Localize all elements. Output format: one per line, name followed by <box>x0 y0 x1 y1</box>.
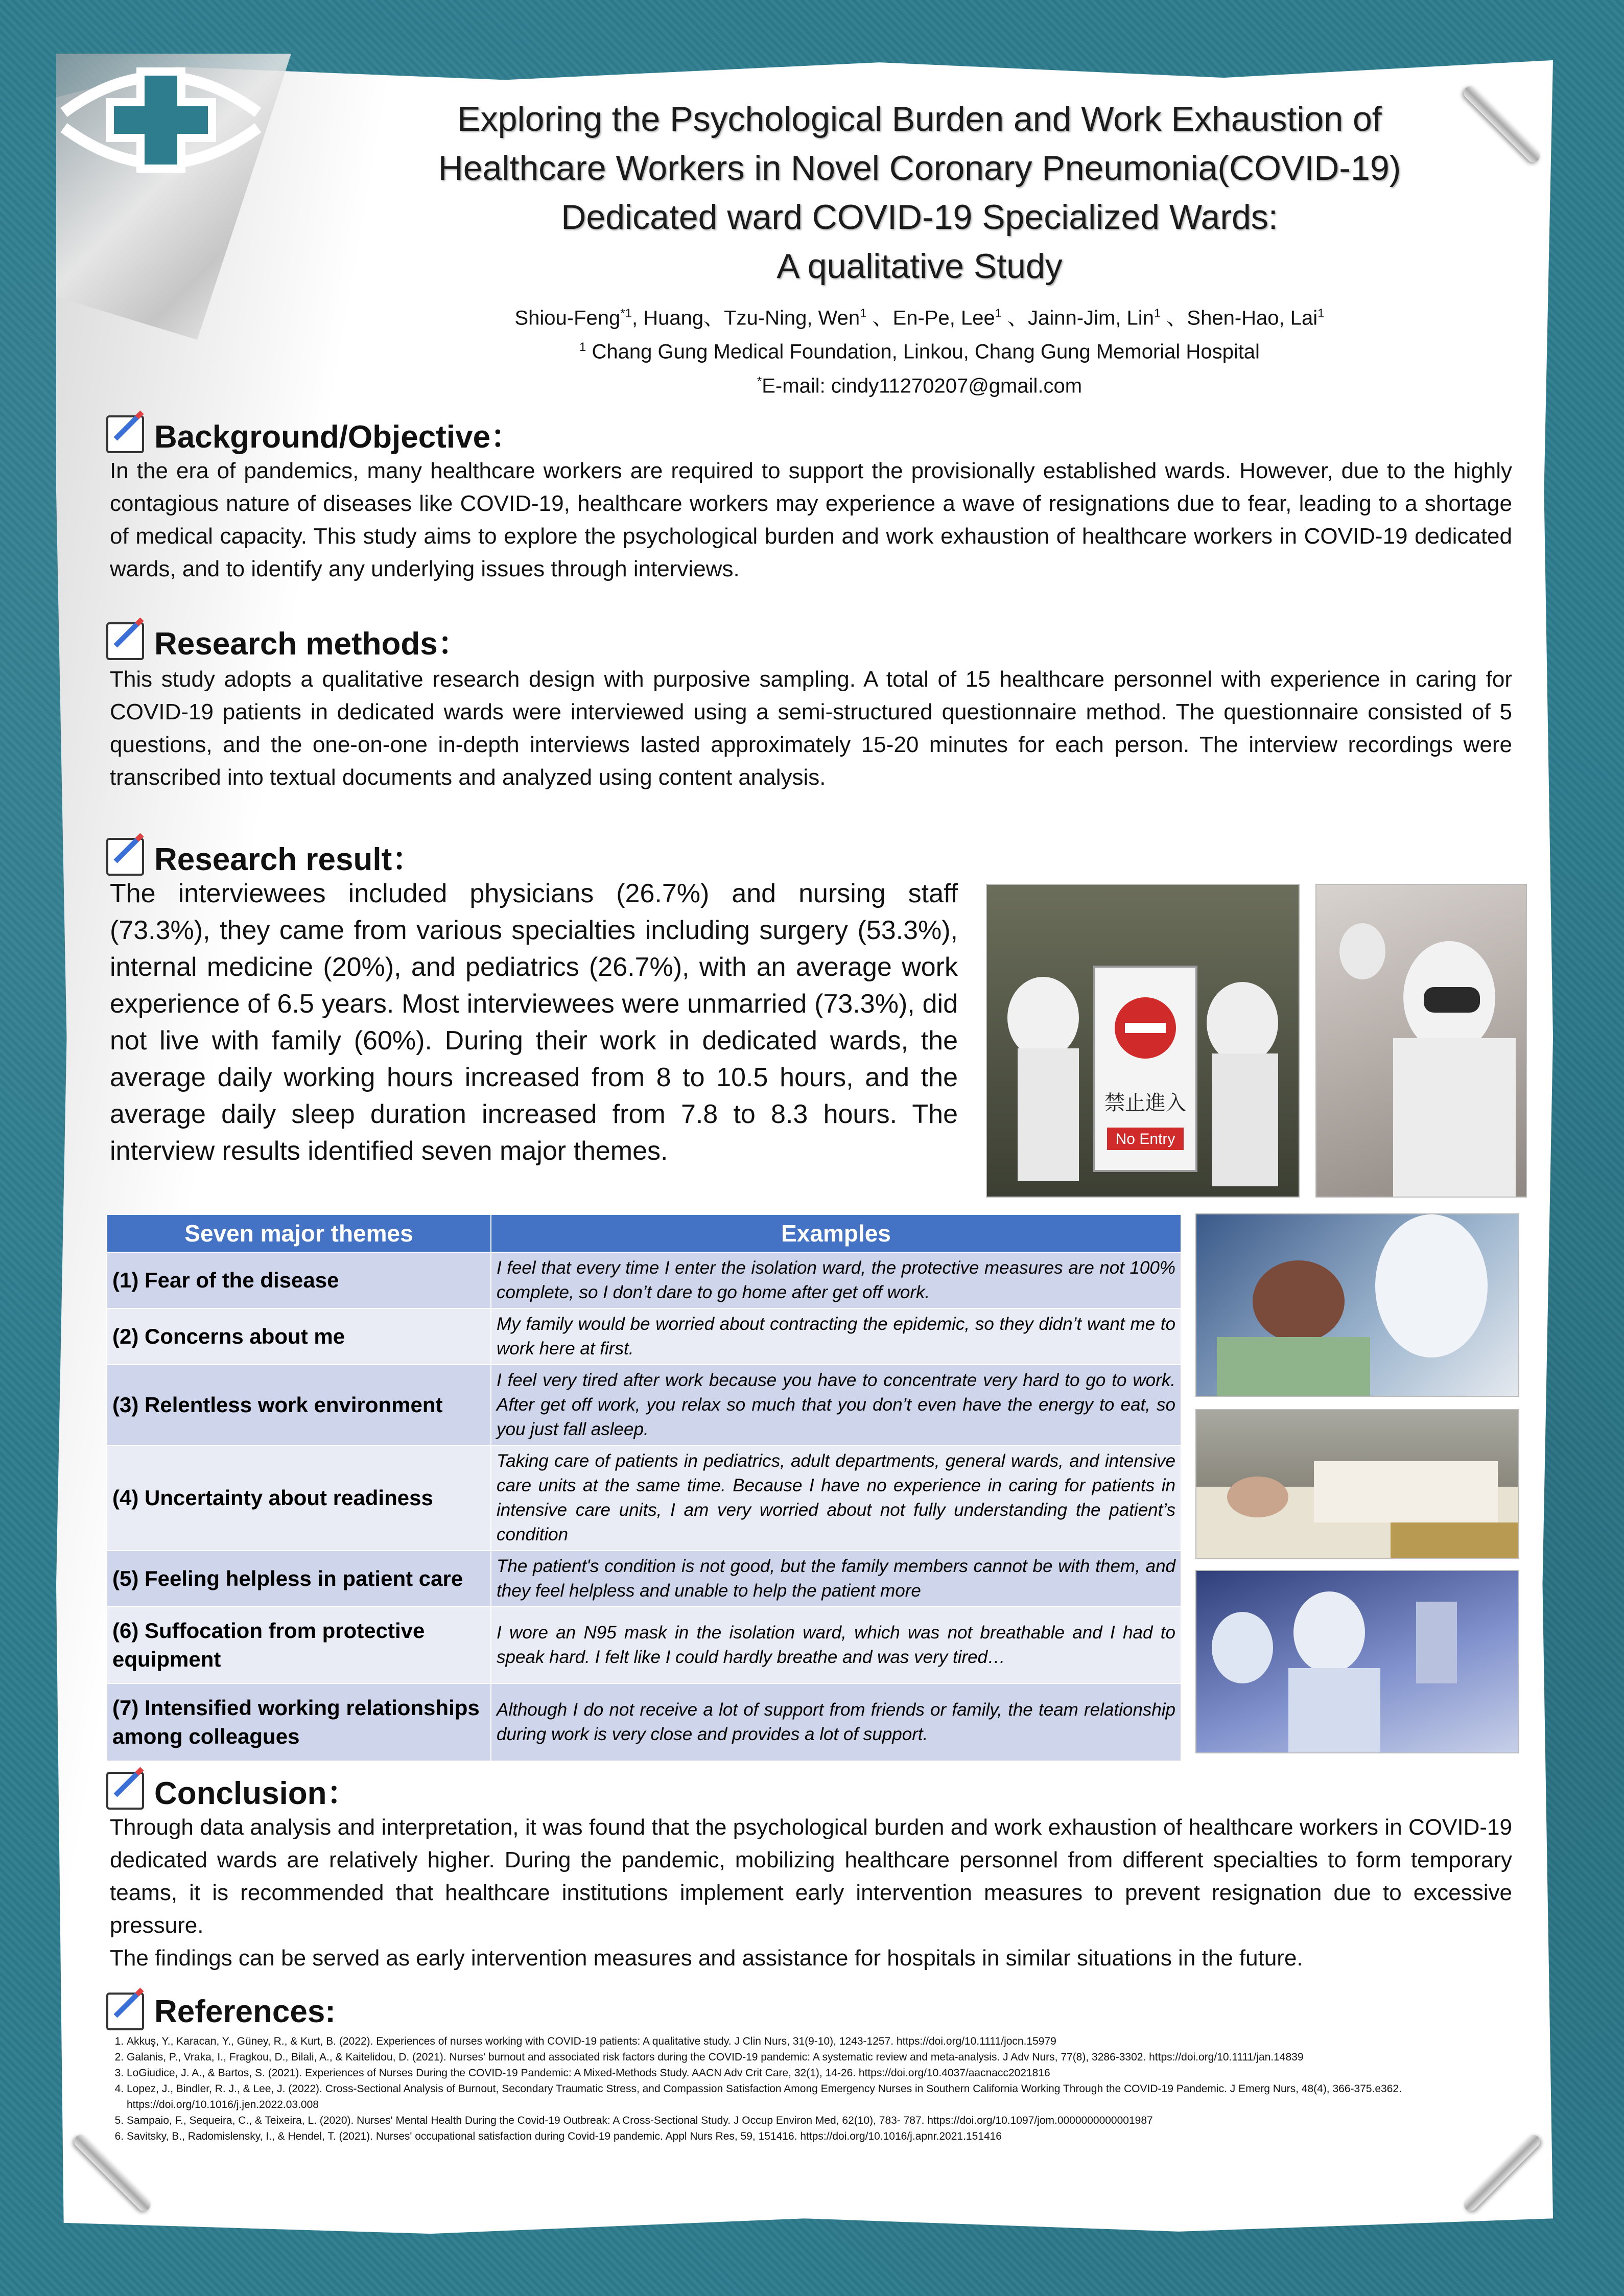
affil-sup: 1 <box>579 340 586 355</box>
author-name: Shiou-Feng <box>514 307 621 330</box>
pencil-note-icon <box>106 1772 144 1810</box>
photo-illustration <box>987 885 1299 1197</box>
example-cell: I wore an N95 mask in the isolation ward, which was not breathable and I had to speak hard. I felt like I could hardly breathe and was very tired… <box>491 1607 1181 1683</box>
example-cell: My family would be worried about contracting the epidemic, so they didn’t want me to work here at first. <box>491 1308 1181 1365</box>
section-title: Background/Objective： <box>154 419 523 455</box>
email: E-mail: cindy11270207@gmail.com <box>762 374 1082 397</box>
author-name: 、Jainn-Jim, Lin <box>1002 307 1154 330</box>
author-sup: *1 <box>620 307 632 320</box>
title-line: Dedicated ward COVID-19 Specialized Wards: <box>561 198 1278 237</box>
author-name: 、Shen-Hao, Lai <box>1161 307 1318 330</box>
photo-icu-team <box>1195 1570 1519 1753</box>
photo-patient-care <box>1195 1213 1519 1397</box>
reference-item: 4. Lopez, J., Bindler, R. J., & Lee, J. (2022). Cross-Sectional Analysis of Burnout, Secondary Traumatic Stress, and Compassion Satisfaction Among Emergency Nurses in Southern California Working Through the COVID-19 Pandemic. J Emerg Nurs, 48(4), 366-375.e362. https://doi.org/10.1016/j.jen.2022.03.008 <box>127 2081 1516 2113</box>
methods-text: This study adopts a qualitative research design with purposive sampling. A total of 15 healthcare personnel with experience in caring for COVID-19 patients in dedicated wards were interviewed using a semi-structured questionnaire method. The questionnaire consisted of 5 questions, and the one-on-one in-depth interviews lasted approximately 15-20 minutes for each person. The interview recordings were transcribed into textual documents and analyzed using content analysis. <box>110 667 1512 790</box>
photo-no-entry-team <box>986 884 1300 1198</box>
example-cell: Although I do not receive a lot of support from friends or family, the team relationship during work is very close and provides a lot of support. <box>491 1683 1181 1761</box>
theme-cell: (6) Suffocation from protective equipment <box>107 1607 491 1683</box>
background-heading <box>106 411 522 457</box>
email-sup: * <box>757 374 762 388</box>
author-sup: 1 <box>995 307 1002 320</box>
table-row <box>107 1607 1181 1683</box>
photo-patient-bed <box>1195 1409 1519 1559</box>
photo-illustration <box>1196 1214 1518 1396</box>
affiliation-line <box>409 333 1430 366</box>
table-row <box>107 1445 1181 1551</box>
reference-item: 6. Savitsky, B., Radomislensky, I., & Hendel, T. (2021). Nurses' occupational satisfaction during Covid-19 pandemic. Appl Nurs Res, 59, 151416. https://doi.org/10.1016/j.apnr.2021.151416 <box>127 2128 1516 2144</box>
pencil-note-icon <box>106 838 144 876</box>
col-header: Seven major themes <box>107 1214 491 1252</box>
pencil-note-icon <box>106 415 144 453</box>
hospital-cross-logo-icon <box>59 51 263 179</box>
affiliation: Chang Gung Medical Foundation, Linkou, Chang Gung Memorial Hospital <box>586 340 1260 363</box>
title-line: Healthcare Workers in Novel Coronary Pneumonia(COVID-19) <box>438 149 1401 188</box>
table-row <box>107 1683 1181 1761</box>
table-row <box>107 1551 1181 1607</box>
table-row <box>107 1252 1181 1308</box>
conclusion-text <box>110 1811 1512 1975</box>
section-title: Research result： <box>154 842 424 877</box>
reference-item: 5. Sampaio, F., Sequeira, C., & Teixeira, L. (2020). Nurses' Mental Health During the Covid-19 Outbreak: A Cross-Sectional Study. J Occup Environ Med, 62(10), 783- 787. https://doi.org/10.1097/jom.0000000000001987 <box>127 2113 1516 2128</box>
theme-cell: (5) Feeling helpless in patient care <box>107 1551 491 1607</box>
author-sup: 1 <box>1317 307 1325 320</box>
results-heading <box>106 834 423 879</box>
sign-chinese: 禁止進入 <box>1104 1091 1186 1115</box>
conclusion-paragraph: Through data analysis and interpretation, it was found that the psychological burden and work exhaustion of healthcare workers in COVID-19 dedicated wards are relatively higher. During the pandemic, mobilizing healthcare personnel from different specialties to form temporary teams, it is recommended that healthcare institutions implement early intervention measures to prevent resignation due to excessive pressure. <box>110 1815 1512 1938</box>
conclusion-paragraph: The findings can be served as early intervention measures and assistance for hospitals in similar situations in the future. <box>110 1946 1303 1971</box>
photo-illustration <box>1196 1571 1518 1752</box>
example-cell: I feel very tired after work because you have to concentrate very hard to go to work. After get off work, you relax so much that you don’t even have the energy to eat, so you just fall asleep. <box>491 1365 1181 1445</box>
pencil-note-icon <box>106 1993 144 2030</box>
author-sup: 1 <box>860 307 867 320</box>
section-title: Conclusion： <box>154 1776 359 1811</box>
photo-ppe-worker <box>1315 884 1527 1198</box>
references-heading <box>106 1993 336 2030</box>
photo-illustration <box>1316 885 1526 1197</box>
photo-illustration <box>1196 1410 1518 1558</box>
pencil-note-icon <box>106 622 144 660</box>
methods-heading <box>106 618 469 664</box>
title-line: A qualitative Study <box>776 247 1063 286</box>
table-row <box>107 1308 1181 1365</box>
themes-table <box>106 1214 1182 1762</box>
email-line <box>409 367 1430 401</box>
title-line: Exploring the Psychological Burden and Work Exhaustion of <box>457 100 1382 138</box>
poster-title <box>409 95 1430 291</box>
author-line <box>409 299 1430 333</box>
reference-item: 3. LoGiudice, J. A., & Bartos, S. (2021). Experiences of Nurses During the COVID-19 Pandemic: A Mixed-Methods Study. AACN Adv Crit Care, 32(1), 14-26. https://doi.org/10.4037/aacnacc2021816 <box>127 2065 1516 2081</box>
reference-item: 2. Galanis, P., Vraka, I., Fragkou, D., Bilali, A., & Kaitelidou, D. (2021). Nurses' burnout and associated risk factors during the COVID-19 pandemic: A systematic review and meta-analysis. J Adv Nurs, 77(8), 3286-3302. https://doi.org/10.1111/jan.14839 <box>127 2049 1516 2065</box>
conclusion-heading <box>106 1768 359 1813</box>
table-row <box>107 1365 1181 1445</box>
theme-cell: (7) Intensified working relationships among colleagues <box>107 1683 491 1761</box>
theme-cell: (3) Relentless work environment <box>107 1365 491 1445</box>
theme-cell: (2) Concerns about me <box>107 1308 491 1365</box>
references-list <box>108 2033 1516 2144</box>
reference-item: 1. Akkuş, Y., Karacan, Y., Güney, R., & Kurt, B. (2022). Experiences of nurses working with COVID-19 patients: A qualitative study. J Clin Nurs, 31(9-10), 1243-1257. https://doi.org/10.1111/jocn.15979 <box>127 2033 1516 2049</box>
author-block <box>409 299 1430 401</box>
results-text: The interviewees included physicians (26.7%) and nursing staff (73.3%), they came from various specialties including surgery (53.3%), internal medicine (20%), and pediatrics (26.7%), with an average work experience of 6.5 years. Most interviewees were unmarried (73.3%), did not live with family (60%). During their work in dedicated wards, the average daily working hours increased from 8 to 10.5 hours, and the average daily sleep duration increased from 7.8 to 8.3 hours. The interview results identified seven major themes. <box>110 879 958 1166</box>
example-cell: I feel that every time I enter the isolation ward, the protective measures are not 100% complete, so I don’t dare to go home after get off work. <box>491 1252 1181 1308</box>
author-name: 、En-Pe, Lee <box>866 307 995 330</box>
example-cell: The patient's condition is not good, but the family members cannot be with them, and they feel helpless and unable to help the patient more <box>491 1551 1181 1607</box>
background-text: In the era of pandemics, many healthcare workers are required to support the provisionally established wards. However, due to the highly contagious nature of diseases like COVID-19, healthcare workers may experience a wave of resignations due to fear, leading to a shortage of medical capacity. This study aims to explore the psychological burden and work exhaustion of healthcare workers in COVID-19 dedicated wards, and to identify any underlying issues through interviews. <box>110 458 1512 581</box>
example-cell: Taking care of patients in pediatrics, adult departments, general wards, and intensive care units at the same time. Because I have no experience in caring for patients in intensive care units, I am very worried about not fully understanding the patient’s condition <box>491 1445 1181 1551</box>
author-name: , Huang、Tzu-Ning, Wen <box>631 307 860 330</box>
author-sup: 1 <box>1154 307 1161 320</box>
table-header-row <box>107 1214 1181 1252</box>
theme-cell: (1) Fear of the disease <box>107 1252 491 1308</box>
section-title: References: <box>154 1994 336 2029</box>
col-header: Examples <box>491 1214 1181 1252</box>
theme-cell: (4) Uncertainty about readiness <box>107 1445 491 1551</box>
section-title: Research methods： <box>154 626 469 662</box>
sign-english: No Entry <box>1115 1131 1175 1147</box>
